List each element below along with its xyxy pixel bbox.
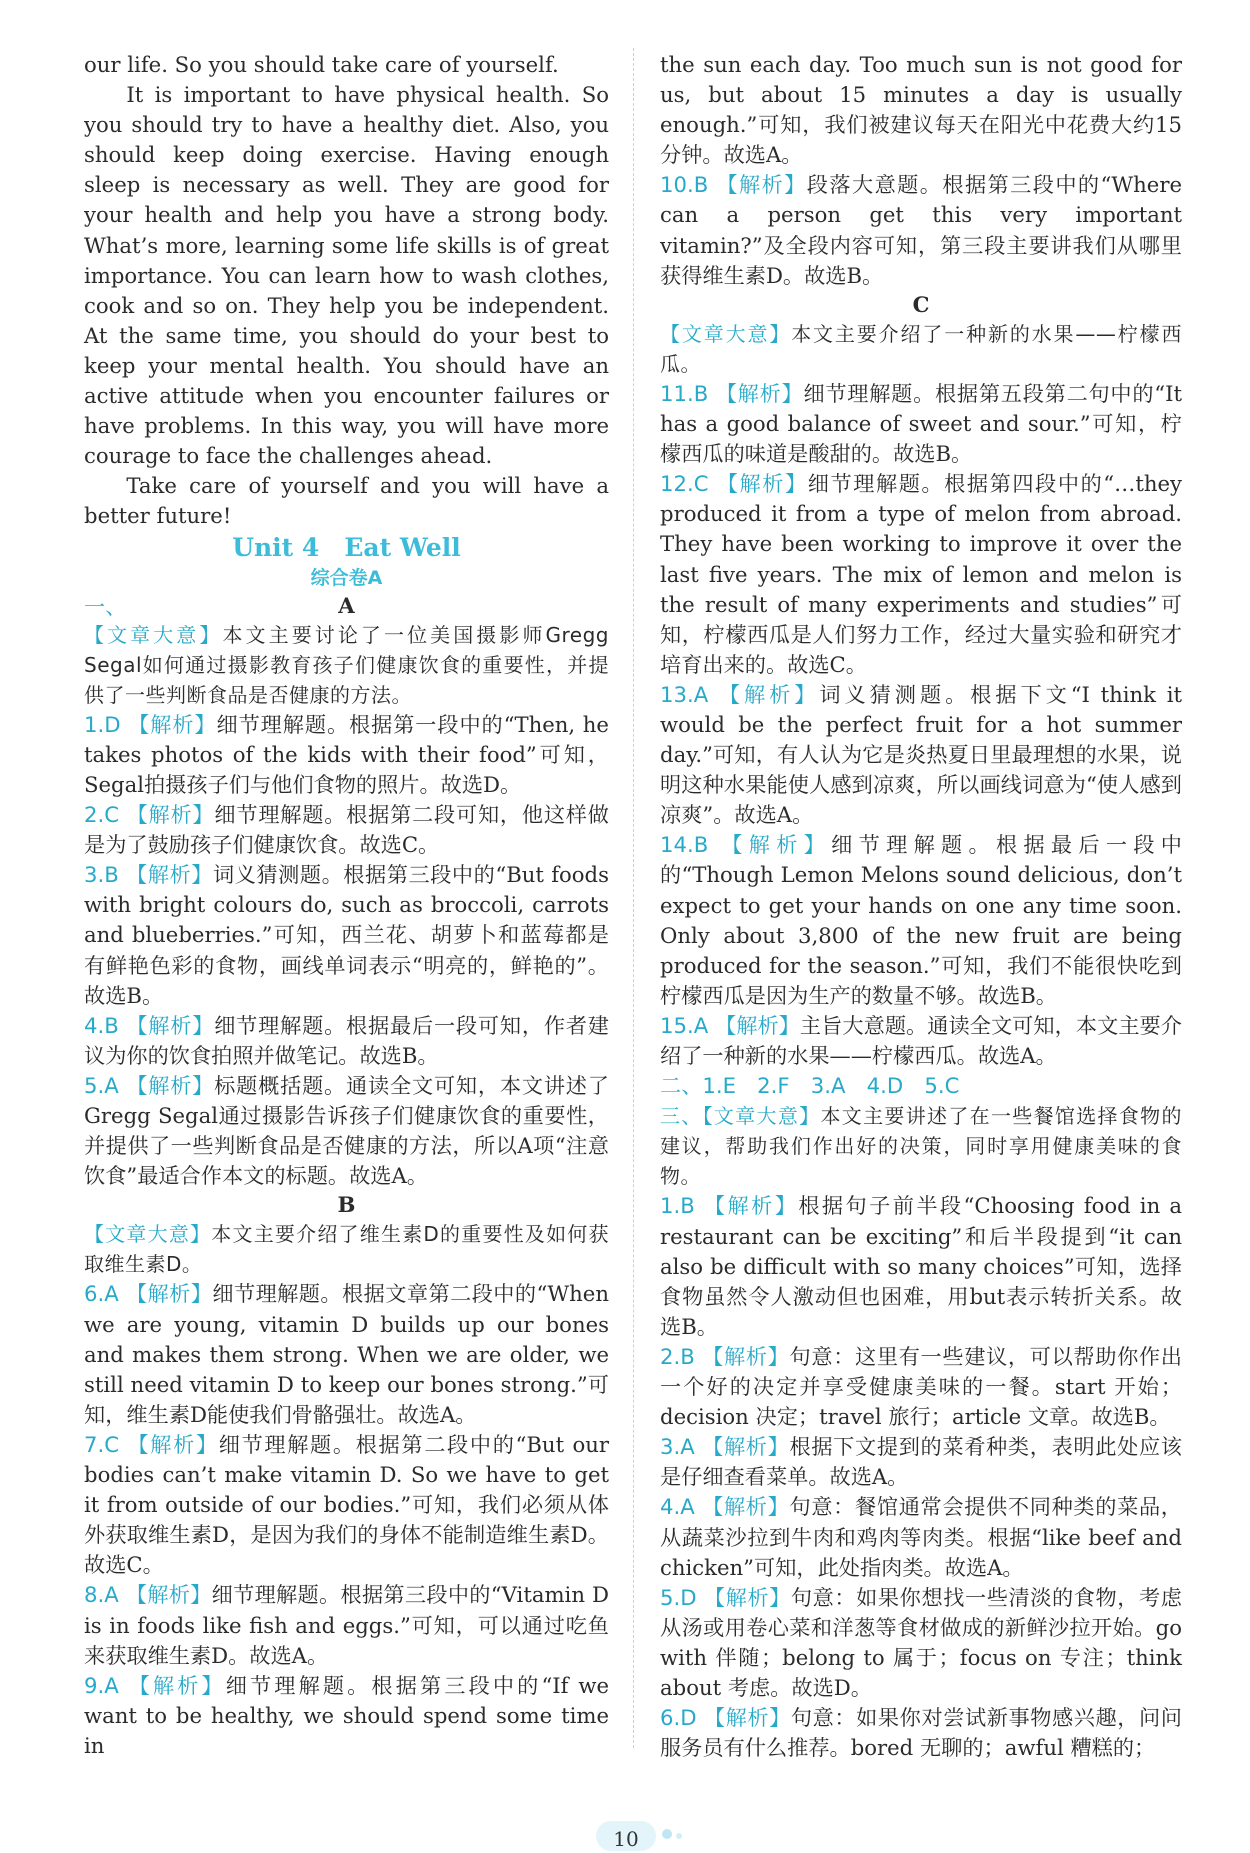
answer-text: 细节理解题。根据第四段中的“…they produced it from a type of melon from abroad. They have been working to improve it over the last five years. The mix of lemon and melon is the result of many experiments and studies”可知，柠檬西瓜是人们努力工作，经过大量实验和研究才培育出来的。故选C。 xyxy=(660,471,1182,677)
answer-number: 13.A xyxy=(660,681,709,707)
summary-text: 本文主要介绍了一种新的水果——柠檬西瓜。 xyxy=(660,321,1183,376)
part-label: A xyxy=(338,592,355,618)
summary-tag: 【文章大意】 xyxy=(702,1104,821,1129)
summary-tag: 【文章大意】 xyxy=(660,321,792,346)
answer-number: 3.A xyxy=(660,1434,695,1460)
summary-text: 本文主要讨论了一位美国摄影师Gregg Segal如何通过摄影教育孩子们健康饮食的重要性，并提供了一些判断食品是否健康的方法。 xyxy=(84,622,610,707)
answer-text: 词义猜测题。根据下文“I think it would be the perfect fruit for a hot summer day.”可知，有人认为它是炎热夏日里最理想的水果，说明这种水果能使人感到凉爽，所以画线词意为“使人感到凉爽”。故选A。 xyxy=(660,681,1182,828)
answer-item xyxy=(660,830,1182,1011)
answer-text: 句意：如果你想找一些清淡的食物，考虑从汤或用卷心菜和洋葱等食材做成的新鲜沙拉开始。go with 伴随；belong to 属于；focus on 专注；think about 考虑。故选D。 xyxy=(660,1584,1182,1700)
answer-text: 标题概括题。通读全文可知，本文讲述了Gregg Segal通过摄影告诉孩子们健康饮食的重要性，并提供了一些判断食品是否健康的方法，所以A项“注意饮食”最适合作本文的标题。故选A。 xyxy=(84,1072,609,1189)
answer-item xyxy=(660,170,1182,290)
answer-item xyxy=(660,379,1182,469)
section-number: 三、 xyxy=(660,1104,703,1129)
analysis-tag: 【解析】 xyxy=(126,802,215,828)
answer-number: 10.B xyxy=(660,172,709,198)
analysis-tag: 【解析】 xyxy=(702,1343,790,1369)
paragraph: Take care of yourself and you will have a better future! xyxy=(84,473,609,529)
answer-number: 5.D xyxy=(660,1584,697,1610)
answer-text: 细节理解题。根据第三段中的“Vitamin D is in foods like fish and eggs.”可知，可以通过吃鱼来获取维生素D。故选A。 xyxy=(84,1582,609,1668)
answer-item xyxy=(660,680,1182,830)
analysis-tag: 【解析】 xyxy=(128,711,217,737)
analysis-tag: 【解析】 xyxy=(703,1584,791,1610)
answer-continuation: the sun each day. Too much sun is not good for us, but about 15 minutes a day is usually enough.”可知，我们被建议每天在阳光中花费大约15分钟。故选A。 xyxy=(660,52,1182,168)
answer-item xyxy=(660,1342,1182,1432)
answer-item xyxy=(84,1671,609,1761)
summary-paragraph xyxy=(84,1219,609,1279)
summary-text: 本文主要讲述了在一些餐馆选择食物的建议，帮助我们作出好的决策，同时享用健康美味的食物。 xyxy=(660,1104,1182,1189)
answer-number: 4.A xyxy=(660,1494,695,1520)
answer-number: 15.A xyxy=(660,1012,709,1038)
summary-paragraph xyxy=(660,319,1182,379)
decoration-dot xyxy=(662,1829,672,1839)
analysis-tag: 【解析】 xyxy=(125,1582,212,1608)
answer-text: 词义猜测题。根据第三段中的“But foods with bright colours do, such as broccoli, carrots and blueberries.”可知，西兰花、胡萝卜和蓝莓都是有鲜艳色彩的食物，画线单词表示“明亮的，鲜艳的”。故选B。 xyxy=(84,862,609,1008)
answer-item xyxy=(660,1191,1182,1341)
answer-item xyxy=(84,860,609,1010)
answer-number: 1.B xyxy=(660,1193,695,1219)
answer-item xyxy=(660,1432,1182,1492)
analysis-tag: 【解析】 xyxy=(716,172,807,198)
answer-text: 细节理解题。根据第一段中的“Then, he takes photos of the kids with their food”可知，Segal拍摄孩子们与他们食物的照片。故选D。 xyxy=(84,711,609,797)
analysis-tag: 【解析】 xyxy=(715,380,804,406)
answer-item xyxy=(84,800,609,860)
page-number: 10 xyxy=(613,1827,639,1851)
answer-text: 细节理解题。根据第五段第二句中的“It has a good balance of sweet and sour.”可知，柠檬西瓜的味道是酸甜的。故选B。 xyxy=(660,380,1182,467)
answer-text: 句意：如果你对尝试新事物感兴趣，问问服务员有什么推荐。bored 无聊的；awful 糟糕的； xyxy=(660,1705,1182,1761)
answer-item xyxy=(84,1279,609,1429)
summary-paragraph xyxy=(84,620,609,710)
answer-item xyxy=(660,1011,1182,1071)
answer-text: 根据下文提到的菜肴种类，表明此处应该是仔细查看菜单。故选A。 xyxy=(660,1434,1182,1490)
answer-item xyxy=(660,1703,1182,1763)
answer-number: 1.D xyxy=(84,711,121,737)
answer-text: 细节理解题。根据最后一段中的“Though Lemon Melons sound delicious, don’t expect to get your hands on one any time soon. Only about 3,800 of the new fruit are being produced for the season.”可知，我们不能很快吃到柠檬西瓜是因为生产的数量不够。故选B。 xyxy=(660,832,1182,1008)
answer-number: 6.A xyxy=(84,1281,119,1307)
answer-item xyxy=(660,469,1182,680)
answer-item xyxy=(84,710,609,800)
column-divider xyxy=(633,48,634,1748)
part-label: C xyxy=(912,291,930,317)
answer-text: 主旨大意题。通读全文可知，本文主要介绍了一种新的水果——柠檬西瓜。故选A。 xyxy=(660,1012,1182,1068)
analysis-tag: 【解析】 xyxy=(702,1494,790,1520)
analysis-tag: 【解析】 xyxy=(126,1012,215,1038)
summary-tag: 【文章大意】 xyxy=(84,622,223,647)
answer-item xyxy=(660,1492,1182,1582)
answer-text: 细节理解题。根据最后一段可知，作者建议为你的饮食拍照并做笔记。故选B。 xyxy=(84,1012,609,1068)
answer-item xyxy=(84,1011,609,1071)
answer-number: 14.B xyxy=(660,832,709,858)
analysis-tag: 【解析】 xyxy=(721,832,832,858)
answer-number: 5.A xyxy=(84,1072,119,1098)
section-one-header xyxy=(84,592,609,620)
analysis-tag: 【解析】 xyxy=(718,681,820,707)
answer-number: 12.C xyxy=(660,471,709,497)
answer-number: 3.B xyxy=(84,862,119,888)
answer-text: 细节理解题。根据第二段可知，他这样做是为了鼓励孩子们健康饮食。故选C。 xyxy=(84,802,609,858)
left-column xyxy=(84,50,609,1761)
section-number: 一、 xyxy=(84,593,127,619)
analysis-tag: 【解析】 xyxy=(126,862,213,888)
analysis-tag: 【解析】 xyxy=(127,1431,219,1457)
section-two-answers: 二、1.E 2.F 3.A 4.D 5.C xyxy=(660,1073,960,1099)
summary-paragraph xyxy=(660,1101,1182,1191)
summary-text: 本文主要介绍了维生素D的重要性及如何获取维生素D。 xyxy=(84,1222,610,1277)
answer-text: 句意：这里有一些建议，可以帮助你作出一个好的决定并享受健康美味的一餐。start 开始；decision 决定；travel 旅行；article 文章。故选B。 xyxy=(660,1343,1182,1430)
answer-number: 8.A xyxy=(84,1582,119,1608)
answer-item xyxy=(660,1583,1182,1703)
answer-item xyxy=(84,1071,609,1191)
paragraph: our life. So you should take care of yourself. xyxy=(84,52,559,77)
analysis-tag: 【解析】 xyxy=(716,471,808,497)
answer-number: 6.D xyxy=(660,1705,697,1731)
answer-text: 细节理解题。根据文章第二段中的“When we are young, vitamin D builds up our bones and makes them strong. When we are older, we still need vitamin D to keep our bones strong.”可知，维生素D能使我们骨骼强壮。故选A。 xyxy=(84,1281,609,1427)
answer-number: 2.B xyxy=(660,1343,695,1369)
answer-number: 2.C xyxy=(84,802,120,828)
answer-text: 细节理解题。根据第二段中的“But our bodies can’t make vitamin D. So we have to get it from outside of our bodies.”可知，我们必须从体外获取维生素D，是因为我们的身体不能制造维生素D。故选C。 xyxy=(84,1431,609,1578)
answer-text: 段落大意题。根据第三段中的“Where can a person get this very important vitamin?”及全段内容可知，第三段主要讲我们从哪里获得维生素D。故选B。 xyxy=(660,172,1182,288)
right-column xyxy=(660,50,1182,1763)
analysis-tag: 【解析】 xyxy=(703,1193,799,1219)
answer-item xyxy=(84,1430,609,1580)
answer-text: 根据句子前半段“Choosing food in a restaurant can be exciting”和后半段提到“it can also be difficult with so many choices”可知，选择食物虽然令人激动但也困难，用but表示转折关系。故选B。 xyxy=(660,1193,1182,1339)
section-subtitle: 综合卷A xyxy=(310,566,383,589)
unit-title: Unit 4 Eat Well xyxy=(232,532,461,562)
analysis-tag: 【解析】 xyxy=(126,1072,215,1098)
analysis-tag: 【解析】 xyxy=(703,1705,791,1731)
answer-text: 句意：餐馆通常会提供不同种类的菜品，从蔬菜沙拉到牛肉和鸡肉等肉类。根据“like beef and chicken”可知，此处指肉类。故选A。 xyxy=(660,1494,1182,1580)
analysis-tag: 【解析】 xyxy=(128,1672,226,1698)
answer-number: 9.A xyxy=(84,1672,119,1698)
part-label: B xyxy=(337,1192,356,1218)
answer-number: 11.B xyxy=(660,380,709,406)
analysis-tag: 【解析】 xyxy=(125,1281,213,1307)
analysis-tag: 【解析】 xyxy=(702,1434,790,1460)
answer-item xyxy=(84,1580,609,1670)
analysis-tag: 【解析】 xyxy=(714,1012,800,1038)
answer-number: 4.B xyxy=(84,1012,119,1038)
answer-text: 细节理解题。根据第三段中的“If we want to be healthy, we should spend some time in xyxy=(84,1672,609,1758)
summary-tag: 【文章大意】 xyxy=(84,1222,212,1247)
answer-number: 7.C xyxy=(84,1431,120,1457)
decoration-dot xyxy=(676,1833,682,1839)
paragraph: It is important to have physical health. So you should try to have a healthy diet. Also, you should keep doing exercise. Having enough sleep is necessary as well. They are good for your health and help you have a strong body. What’s more, learning some life skills is of great importance. You can learn how to wash clothes, cook and so on. They help you be independent. At the same time, you should do your best to keep your mental health. You should have an active attitude when you encounter failures or have problems. In this way, you will have more courage to face the challenges ahead. xyxy=(84,82,609,469)
